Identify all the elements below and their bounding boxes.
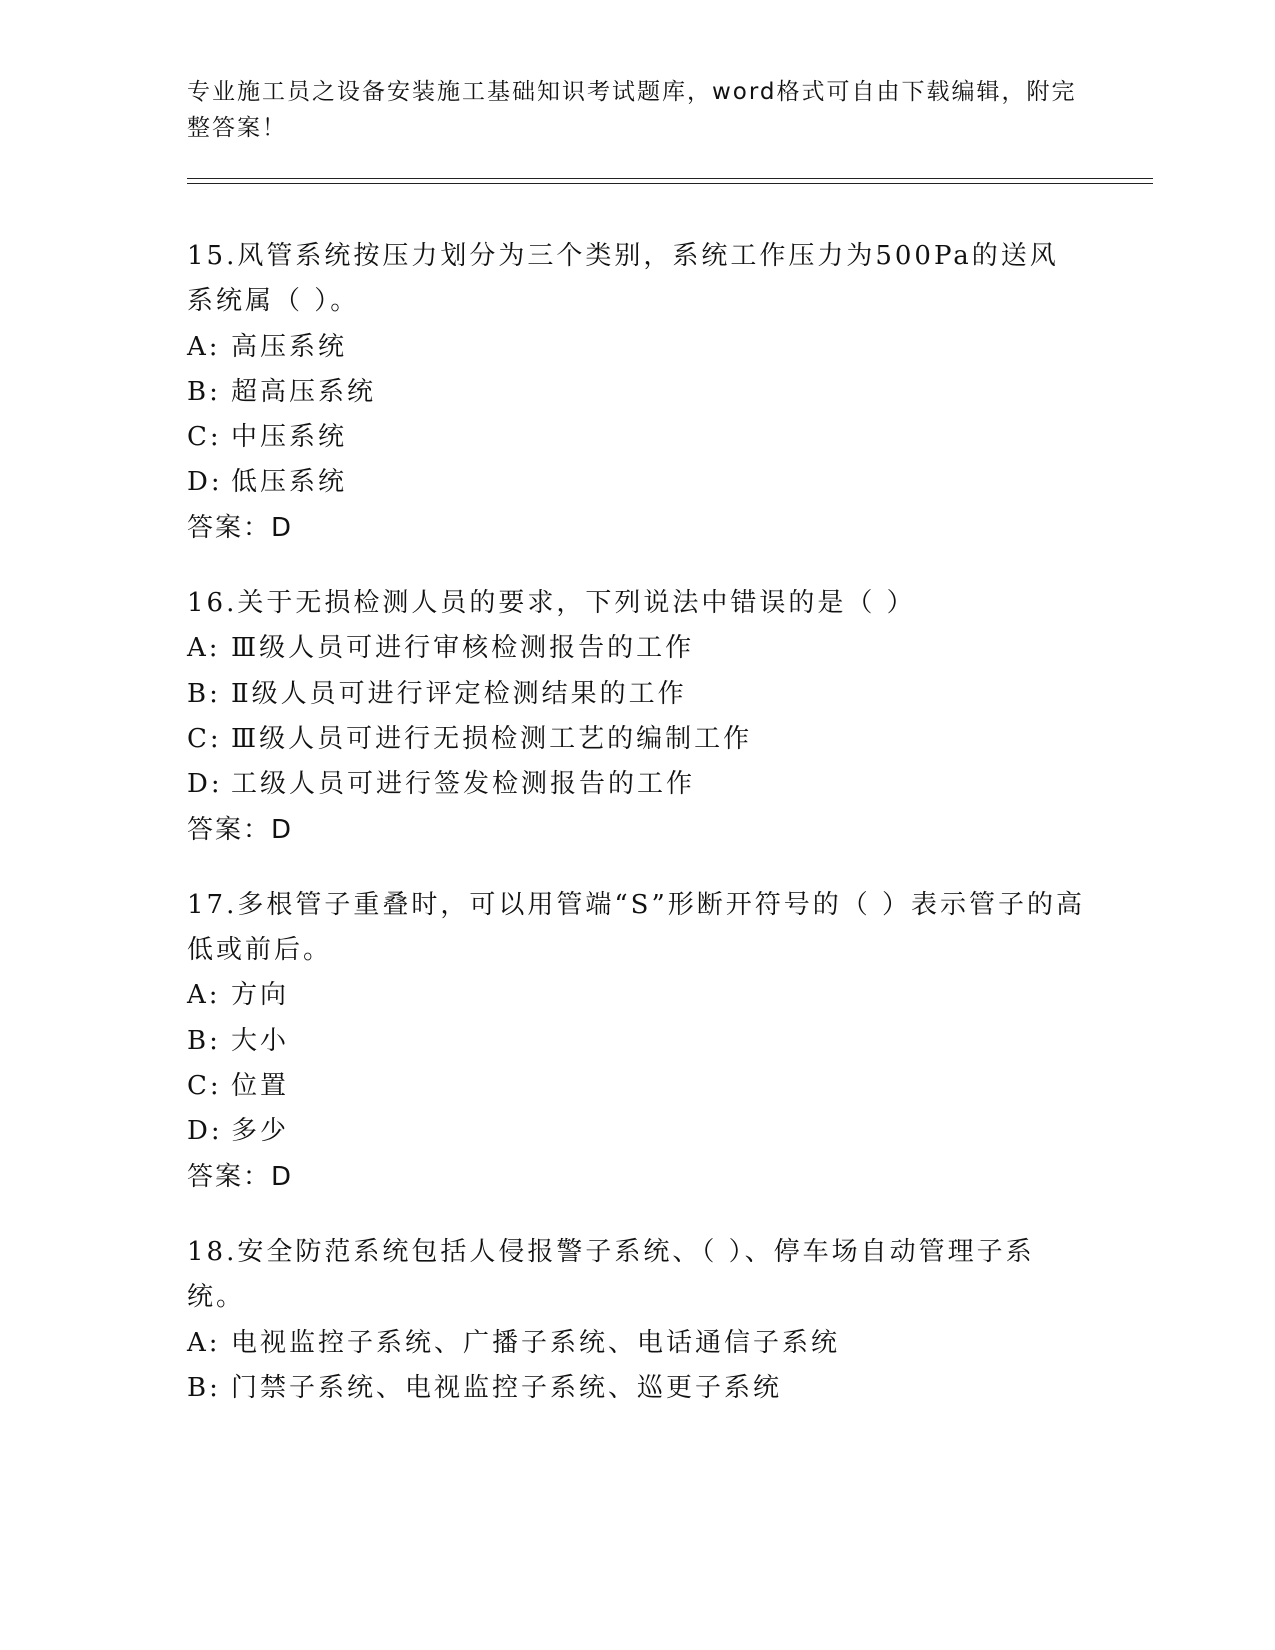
option-letter: A:: [187, 633, 221, 664]
question-15: [187, 234, 1087, 551]
option-text: 方向: [231, 980, 290, 1011]
option-text: 高压系统: [231, 331, 348, 362]
option-a: [187, 1321, 1087, 1366]
option-text: 多少: [231, 1116, 290, 1147]
option-letter: C:: [187, 422, 222, 453]
option-b: [187, 1019, 1087, 1064]
option-d: [187, 1109, 1087, 1154]
option-letter: D:: [187, 769, 223, 800]
option-letter: B:: [187, 1372, 221, 1403]
option-letter: A:: [187, 331, 221, 362]
option-d: [187, 762, 1087, 807]
option-letter: B:: [187, 376, 221, 407]
header-divider-top: [187, 178, 1153, 179]
option-letter: B:: [187, 1025, 221, 1056]
question-text: 15.风管系统按压力划分为三个类别，系统工作压力为500Pa的送风系统属（ ）。: [187, 241, 1059, 317]
option-text: 工级人员可进行签发检测报告的工作: [231, 769, 696, 800]
option-a: [187, 973, 1087, 1018]
option-letter: A:: [187, 1327, 221, 1358]
option-c: [187, 415, 1087, 460]
question-text: 16.关于无损检测人员的要求，下列说法中错误的是（ ）: [187, 588, 916, 619]
option-text: Ⅲ级人员可进行无损检测工艺的编制工作: [231, 723, 753, 754]
header-divider-bottom: [187, 183, 1153, 184]
document-header: 专业施工员之设备安装施工基础知识考试题库，word格式可自由下载编辑，附完整答案！: [187, 79, 1077, 141]
question-text: 17.多根管子重叠时，可以用管端“S”形断开符号的（ ）表示管子的高低或前后。: [187, 889, 1086, 966]
option-letter: A:: [187, 980, 221, 1011]
question-list: [187, 234, 1087, 1441]
option-text: Ⅲ级人员可进行审核检测报告的工作: [231, 633, 695, 664]
option-text: 位置: [231, 1071, 290, 1102]
question-18: [187, 1230, 1087, 1411]
question-text: 18.安全防范系统包括人侵报警子系统、（ ）、停车场自动管理子系统。: [187, 1236, 1035, 1313]
option-text: 中压系统: [231, 422, 348, 453]
option-letter: C:: [187, 723, 222, 754]
answer-line: 答案：D: [187, 512, 294, 543]
option-letter: D:: [187, 1116, 223, 1147]
option-letter: B:: [187, 678, 221, 709]
option-letter: D:: [187, 467, 223, 498]
option-text: 门禁子系统、电视监控子系统、巡更子系统: [231, 1372, 783, 1403]
option-letter: C:: [187, 1071, 222, 1102]
option-text: 电视监控子系统、广播子系统、电话通信子系统: [231, 1327, 841, 1358]
answer-line: 答案：D: [187, 1161, 294, 1192]
option-c: [187, 1064, 1087, 1109]
option-b: [187, 370, 1087, 415]
option-b: [187, 1366, 1087, 1411]
option-text: 超高压系统: [231, 376, 377, 407]
option-a: [187, 325, 1087, 370]
option-a: [187, 626, 1087, 671]
option-b: [187, 672, 1087, 717]
option-text: 大小: [231, 1025, 290, 1056]
answer-line: 答案：D: [187, 814, 294, 845]
option-d: [187, 460, 1087, 505]
option-c: [187, 717, 1087, 762]
option-text: Ⅱ级人员可进行评定检测结果的工作: [231, 678, 687, 709]
question-16: [187, 581, 1087, 853]
question-17: [187, 883, 1087, 1200]
option-text: 低压系统: [231, 467, 348, 498]
